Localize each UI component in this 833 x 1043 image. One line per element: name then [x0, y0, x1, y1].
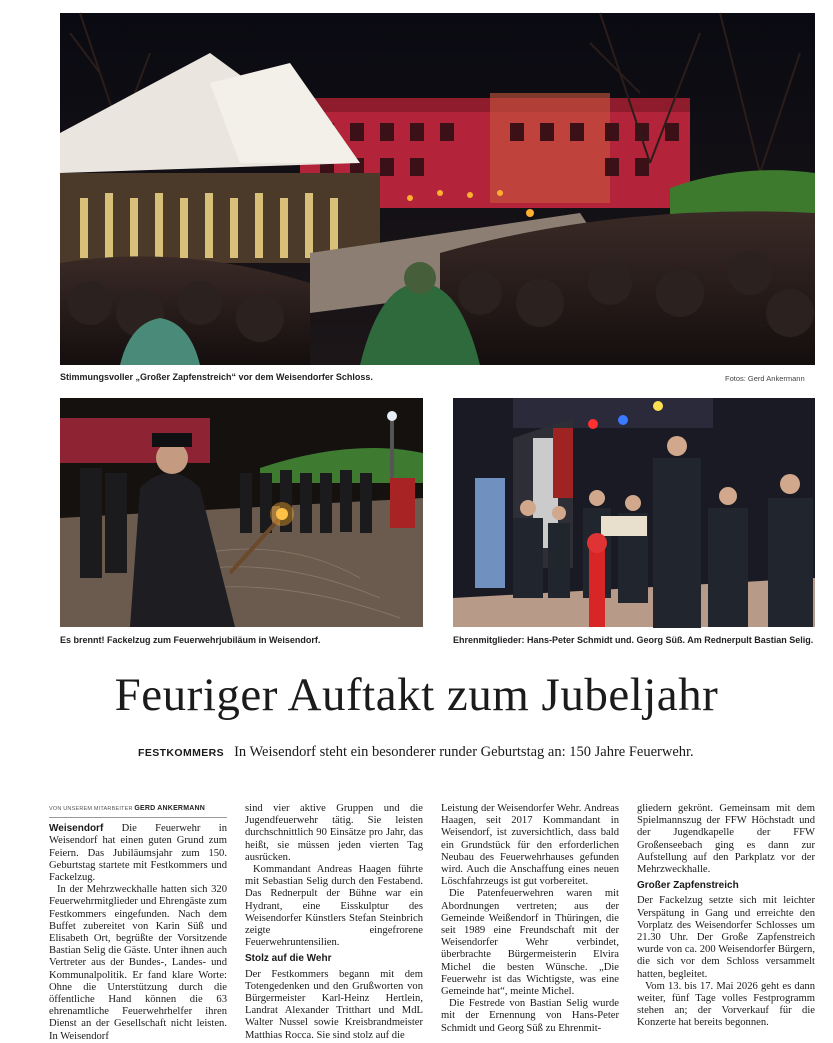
photo-credit: Fotos: Gerd Ankermann — [725, 374, 805, 383]
stage-caption: Ehrenmitglieder: Hans-Peter Schmidt und. Georg Süß. Am Rednerpult Bastian Selig. — [453, 635, 814, 645]
byline-author: GERD ANKERMANN — [134, 805, 205, 812]
paragraph: Die Festrede von Bastian Selig wurde mit der Ernennung von Hans-Peter Schmidt und Georg Süß zu Ehrenmit- — [441, 998, 619, 1034]
torch-parade-photo — [60, 398, 423, 627]
paragraph: sind vier aktive Gruppen und die Jugendfeuerwehr tätig. Sie leisten durchschnittlich 90 Einsätze pro Jahr, das heißt, sie müssen jeden vierten Tag ausrücken. — [245, 803, 423, 863]
kicker-line — [138, 743, 694, 761]
subline: In Weisendorf steht ein besonderer runder Geburtstag an: 150 Jahre Feuerwehr. — [234, 744, 694, 760]
article-column-4 — [637, 803, 815, 1029]
paragraph: Vom 13. bis 17. Mai 2026 geht es dann weiter, fünf Tage volles Festprogramm stehen an; der Vorverkauf für die Konzerte hat bereits begonnen. — [637, 980, 815, 1029]
paragraph: Kommandant Andreas Haagen führte mit Sebastian Selig durch den Festabend. Das Rednerpult der Bühne war ein Hydrant, eine Eisskulptur des Weisendorfer Künstlers Stefan Steinbrich zeigte eingefrorene Feuerwehruntensilien. — [245, 864, 423, 949]
article-column-2 — [245, 803, 423, 1041]
subheading: Großer Zapfenstreich — [637, 880, 739, 892]
paragraph: Der Festkommers begann mit dem Totengedenken und den Grußworten von Bürgermeister Karl-Heinz Hertlein, Landrat Alexander Tritthart und MdL Walter Nussel sowie Kreisbrandmeister Matthias Rocca. Sie sind stolz auf die — [245, 968, 423, 1041]
paragraph: Leistung der Weisendorfer Wehr. Andreas Haagen, seit 2017 Kommandant in Weisendorf, ist zuversichtlich, dass bald ein Grundstück für den erforderlichen Neubau des Feuerwehrhauses gefunden wird. Auch die Anschaffung eines neuen Löschfahrzeugs ist gut vorbereitet. — [441, 803, 619, 888]
paragraph: Die Patenfeuerwehren waren mit Abordnungen vertreten; aus der Gemeinde Weißendorf in Thüringen, die seit 1989 eine Freundschaft mit der Weisendorfer Wehr verbindet, überbrachte Bürgermeisterin Elvira Michel die besten Wünsche. „Die Feuerwehr ist das Wichtigste, was eine Gemeinde hat“, meinte Michel. — [441, 888, 619, 998]
paragraph — [49, 823, 227, 884]
byline — [49, 803, 227, 818]
main-photo-caption: Stimmungsvoller „Großer Zapfenstreich“ vor dem Weisendorfer Schloss. — [60, 372, 373, 382]
subheading: Stolz auf die Wehr — [245, 953, 332, 965]
stage-photo — [453, 398, 815, 627]
torch-parade-caption: Es brennt! Fackelzug zum Feuerwehrjubiläum in Weisendorf. — [60, 635, 321, 645]
dateline: Weisendorf — [49, 823, 104, 835]
headline: Feuriger Auftakt zum Jubeljahr — [114, 669, 719, 721]
paragraph: Der Fackelzug setzte sich mit leichter Verspätung in Gang und erreichte den Vorplatz des Weisendorfer Schlosses um 21.30 Uhr. Der Große Zapfenstreich wurde von ca. 200 Weisendorfer Bürgern, die sich vor dem Schloss versammelt hatten, begleitet. — [637, 895, 815, 980]
paragraph: gliedern gekrönt. Gemeinsam mit dem Spielmannszug der FFW Höchstadt und der Jugendkapelle der FFW Großenseebach ging es dann zur Aufstellung auf den Parkplatz vor der Mehrzweckhalle. — [637, 803, 815, 876]
byline-prefix: VON UNSEREM MITARBEITER — [49, 806, 133, 812]
article-column-3 — [441, 803, 619, 1034]
article-column-1 — [49, 803, 227, 1042]
paragraph: In der Mehrzweckhalle hatten sich 320 Feuerwehrmitglieder und Ehrengäste zum Festkommers eingefunden. Nach dem Buffet zubereitet von Karin Süß und Elisabeth Ort, begrüßte der Vorsitzende Bastian Selig die Gäste. Unter ihnen auch Vertreter aus der Bundes-, Landes- und Kommunalpolitik. Er fand klare Worte: Ohne die Unterstützung durch die öffentliche Hand können die 63 ehrenamtliche Feuerwehrhelfer ihren Dienst an der Gesellschaft nicht leisten. In Weisendorf — [49, 884, 227, 1042]
paragraph-text: Die Feuerwehr in Weisendorf hat einen guten Grund zum Feiern. Das Jubiläumsjahr zum 150. Geburtstag startete mit Festkommers und Fackelzug. — [49, 823, 227, 884]
main-photo — [60, 13, 815, 365]
kicker: FESTKOMMERS — [138, 747, 225, 759]
